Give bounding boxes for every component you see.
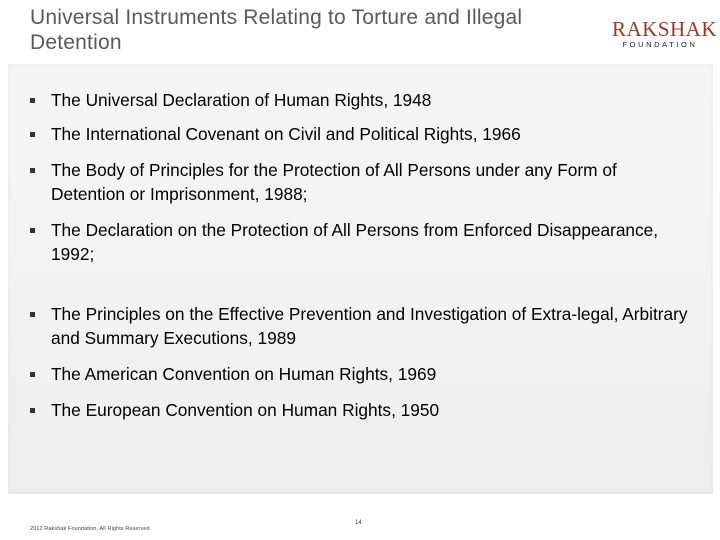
bullet-text: The International Covenant on Civil and Political Rights, 1966 xyxy=(51,124,521,144)
bullet-square-icon xyxy=(30,88,44,112)
bullet-square-icon xyxy=(30,398,44,422)
bullet-square-icon xyxy=(30,122,44,146)
bullet-item xyxy=(30,362,690,386)
bullet-item xyxy=(30,218,690,266)
bullet-item xyxy=(30,122,690,146)
bullet-square-icon xyxy=(30,218,44,242)
bullet-text: The Principles on the Effective Prevention and Investigation of Extra-legal, Arbitrary and Summary Executions, 1989 xyxy=(51,304,688,348)
page-number: 14 xyxy=(355,520,362,526)
logo-subtitle: FOUNDATION xyxy=(622,40,698,49)
bullet-item xyxy=(30,88,690,112)
slide-title: Universal Instruments Relating to Torture and Illegal Detention xyxy=(30,6,523,54)
bullet-square-icon xyxy=(30,362,44,386)
bullet-text: The Declaration on the Protection of All Persons from Enforced Disappearance, 1992; xyxy=(51,220,659,264)
bullet-text: The European Convention on Human Rights, 1950 xyxy=(51,400,440,420)
bullet-square-icon xyxy=(30,158,44,182)
bullet-square-icon xyxy=(30,302,44,326)
rakshak-foundation-logo xyxy=(612,17,718,49)
bullet-item xyxy=(30,398,690,422)
footer-copyright: 2012 Rakshak Foundation. All Rights Reserved xyxy=(30,526,150,532)
bullet-text: The Body of Principles for the Protection of All Persons under any Form of Detention or Imprisonment, 1988; xyxy=(51,160,617,204)
bullet-item xyxy=(30,302,690,350)
bullet-text: The American Convention on Human Rights, 1969 xyxy=(51,364,437,384)
bullet-text: The Universal Declaration of Human Rights, 1948 xyxy=(51,90,432,110)
bullet-item xyxy=(30,158,690,206)
logo-wordmark: RAKSHAK xyxy=(612,17,718,41)
